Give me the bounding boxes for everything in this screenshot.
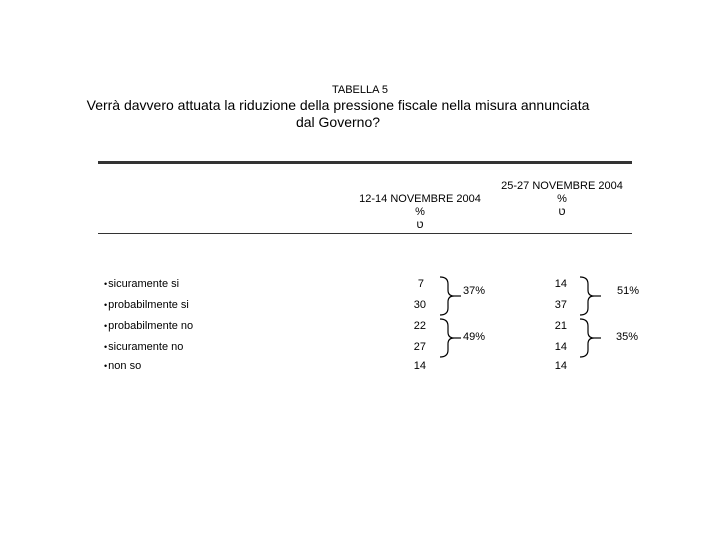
c2-value-5: 14 <box>554 360 567 372</box>
c2-yes-total: 51% <box>617 285 640 297</box>
c1-value-5: 14 <box>413 360 426 372</box>
bullet-icon: • <box>104 300 108 310</box>
column-2-period: 25-27 NOVEMBRE 2004 <box>501 180 623 192</box>
c1-value-4: 27 <box>413 341 426 353</box>
c1-no-total: 49% <box>463 331 486 343</box>
bullet-icon: • <box>104 279 108 289</box>
bullet-icon: • <box>104 321 108 331</box>
table-label: TABELLA 5 <box>331 84 389 96</box>
brace-c1-no-icon <box>438 318 462 358</box>
row-label-5: •non so <box>104 360 142 372</box>
c1-value-1: 7 <box>417 278 424 290</box>
bullet-icon: • <box>104 361 108 371</box>
top-rule <box>98 161 632 164</box>
c1-value-3: 22 <box>413 320 426 332</box>
bullet-icon: • <box>104 342 108 352</box>
row-label-2: •probabilmente si <box>104 299 189 311</box>
c1-value-2: 30 <box>413 299 426 311</box>
row-label-3: •probabilmente no <box>104 320 194 332</box>
column-header-1 <box>340 193 500 232</box>
question-line-1: Verrà davvero attuata la riduzione della pressione fiscale nella misura annunciata <box>86 97 590 113</box>
c2-value-2: 37 <box>554 299 567 311</box>
brace-c2-yes-icon <box>578 276 602 316</box>
row-label-1: •sicuramente si <box>104 278 180 290</box>
c2-value-3: 21 <box>554 320 567 332</box>
c2-no-total: 35% <box>616 331 639 343</box>
column-1-unit: % <box>415 206 425 218</box>
row-label-4: •sicuramente no <box>104 341 184 353</box>
column-1-period: 12-14 NOVEMBRE 2004 <box>359 193 481 205</box>
column-2-mark: ט <box>558 206 566 218</box>
header-rule <box>98 233 632 234</box>
brace-c2-no-icon <box>578 318 602 358</box>
column-header-2 <box>482 180 642 219</box>
question-line-2: dal Governo? <box>295 114 381 130</box>
column-2-unit: % <box>557 193 567 205</box>
c2-value-4: 14 <box>554 341 567 353</box>
c2-value-1: 14 <box>554 278 567 290</box>
column-1-mark: ט <box>416 219 424 231</box>
brace-c1-yes-icon <box>438 276 462 316</box>
c1-yes-total: 37% <box>463 285 486 297</box>
